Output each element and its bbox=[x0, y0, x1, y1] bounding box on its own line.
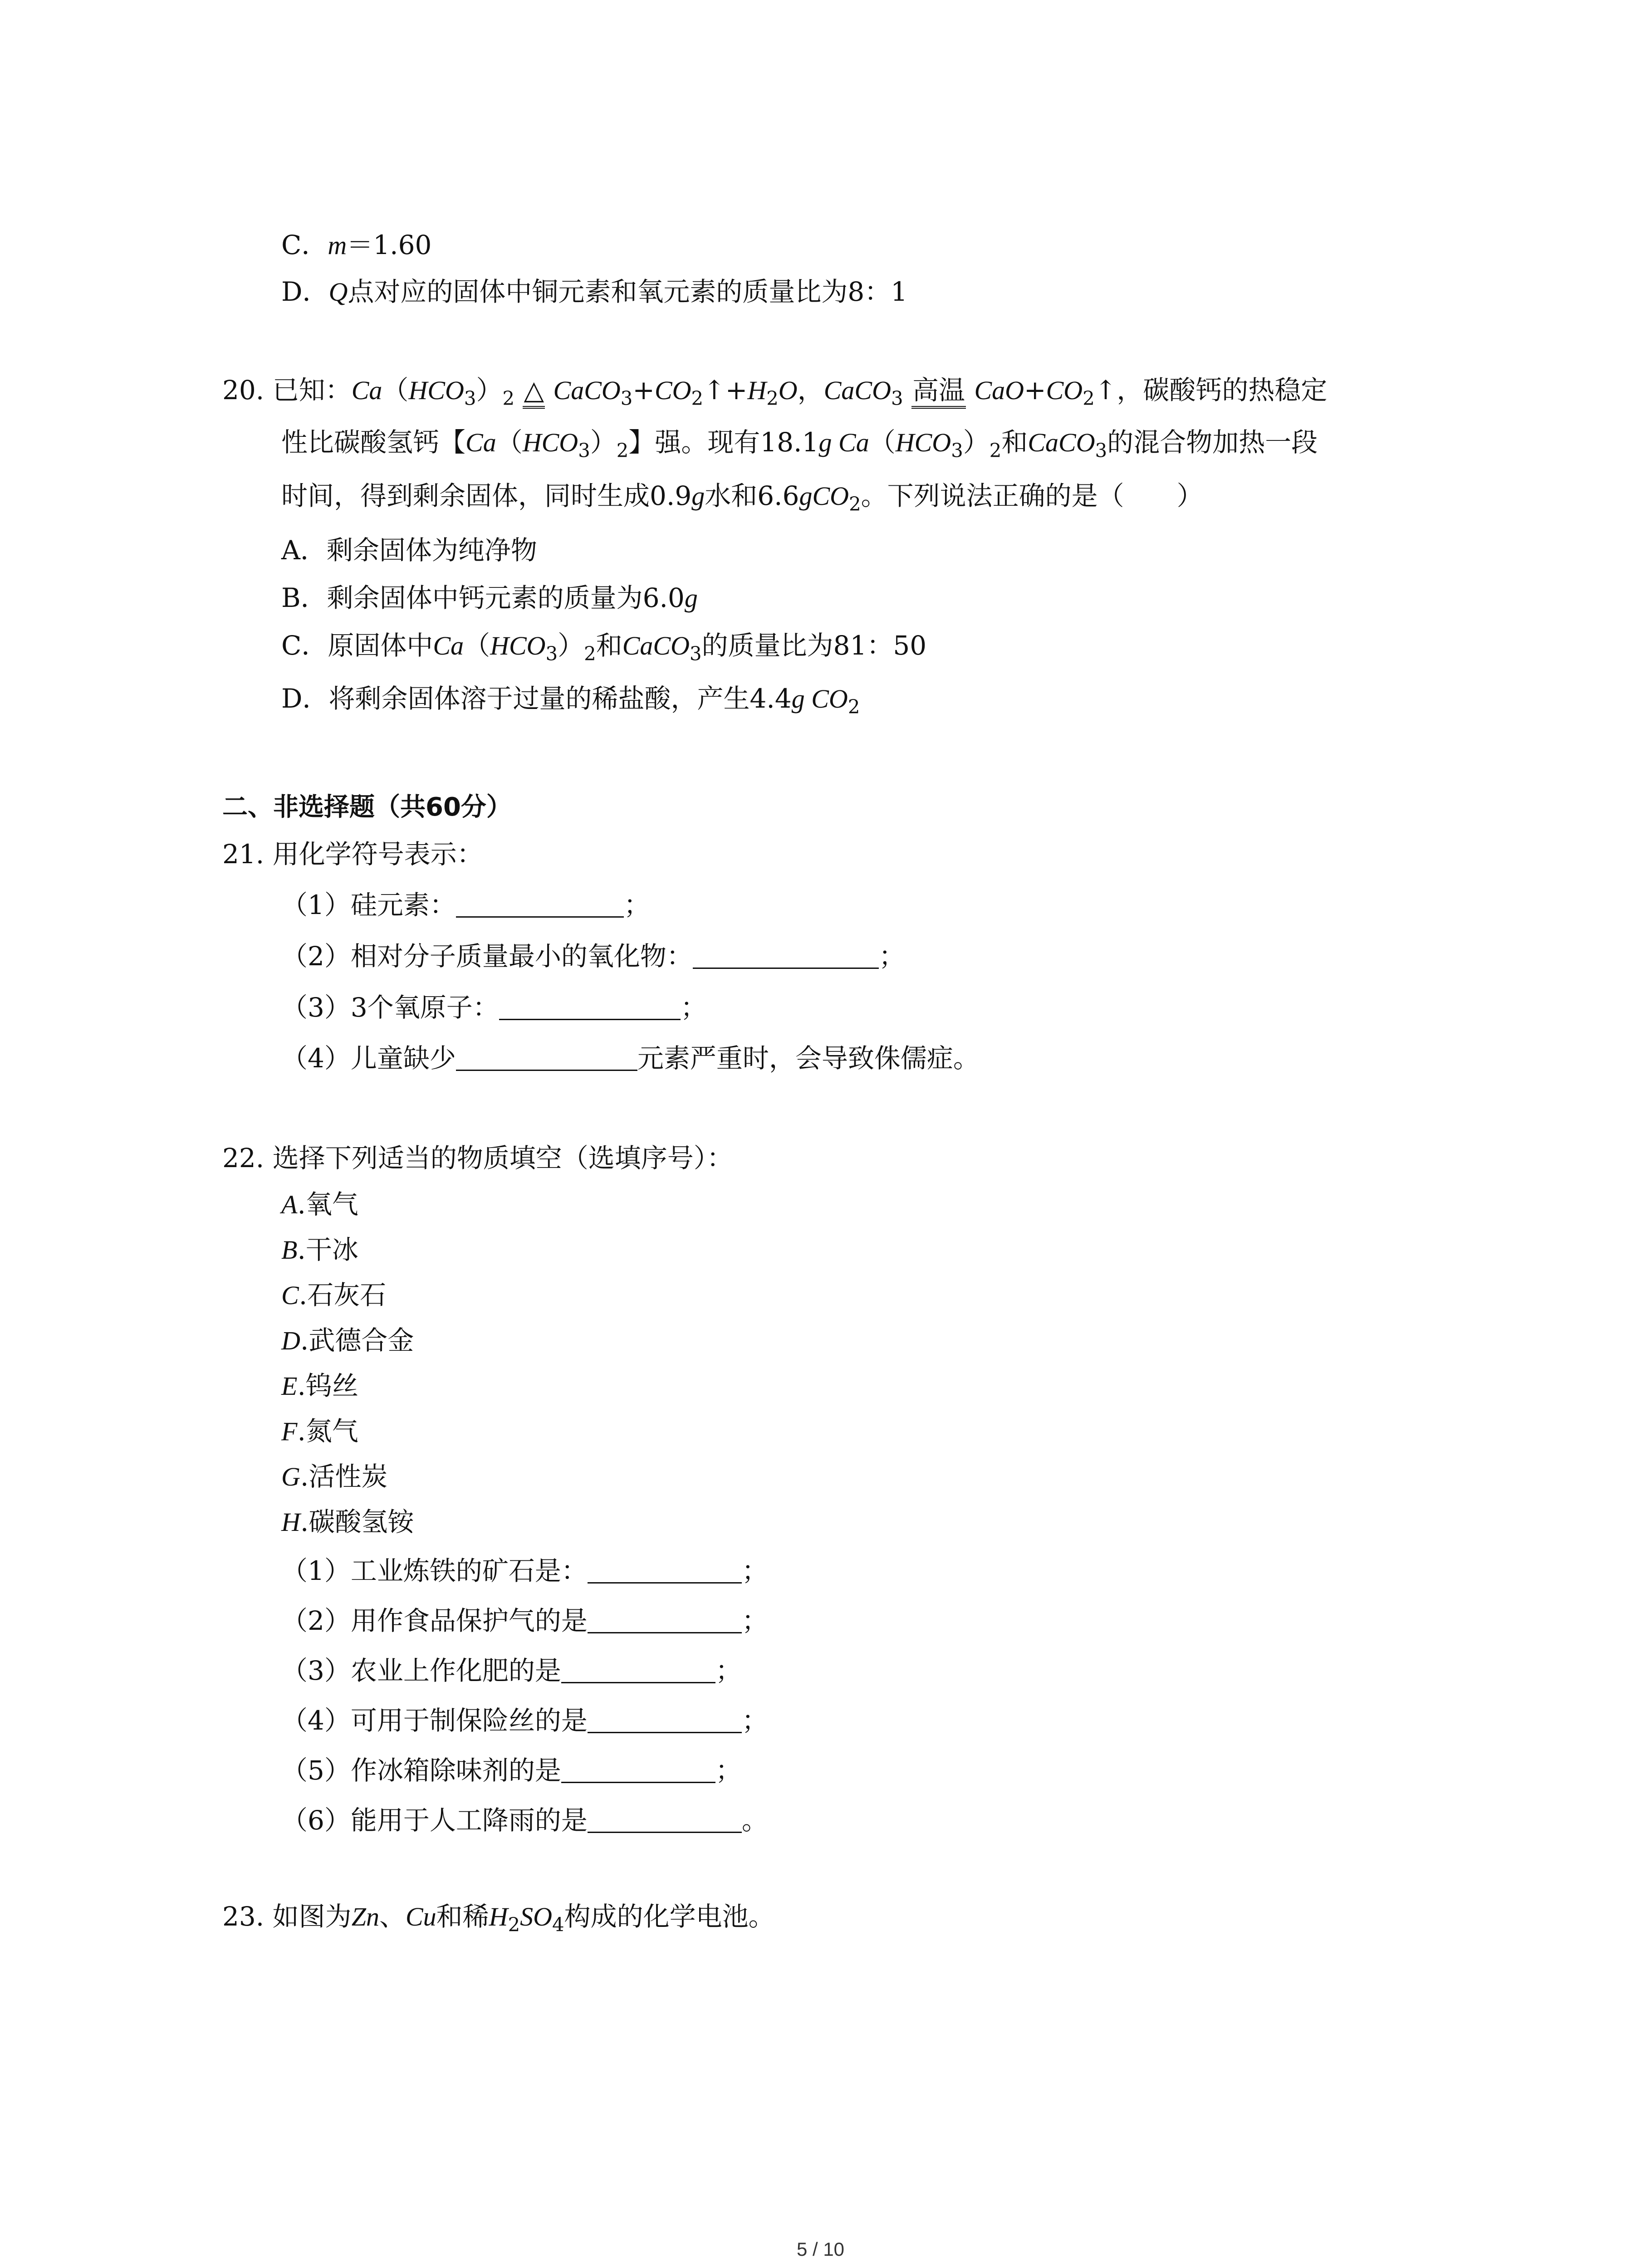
q21-stem: 21. 用化学符号表示： bbox=[222, 839, 483, 870]
q20-stem-line2: 性比碳酸氢钙【$Ca(HCO_3)_2$】强。现有18.1g $Ca(HCO_3)_2$和CaCO$_3$的混合物加热一段 bbox=[281, 427, 1318, 462]
q22-stem: 22. 选择下列适当的物质填空（选填序号）： bbox=[222, 1143, 733, 1173]
q22-choice-g: G.活性炭 bbox=[281, 1461, 388, 1492]
q22-item-1: （1）工业炼铁的矿石是： ； bbox=[281, 1555, 768, 1586]
q22-blank-3[interactable] bbox=[561, 1657, 715, 1683]
q22-choice-a: A.氧气 bbox=[281, 1189, 358, 1220]
q22-blank-4[interactable] bbox=[588, 1706, 742, 1733]
q22-choice-c: C.石灰石 bbox=[281, 1280, 387, 1310]
q21-blank-1[interactable] bbox=[456, 891, 624, 918]
section-title: 二、非选择题（共60分） bbox=[222, 792, 512, 822]
q22-blank-5[interactable] bbox=[561, 1756, 715, 1783]
q23-stem: 23. 如图为Zn、Cu和稀$H_2SO_4$构成的化学电池。 bbox=[222, 1901, 775, 1936]
q22-item-6: （6）能用于人工降雨的是 。 bbox=[281, 1805, 768, 1836]
q20-option-d: D．将剩余固体溶于过量的稀盐酸，产生4.4g $CO_2$ bbox=[281, 683, 860, 718]
q21-blank-2[interactable] bbox=[693, 942, 879, 969]
q22-choice-d: D.武德合金 bbox=[281, 1325, 414, 1356]
page-number: 5 / 10 bbox=[796, 2239, 845, 2260]
q20-option-c: C．原固体中$Ca(HCO_3)_2$和CaCO$_3$的质量比为81：50 bbox=[281, 630, 927, 665]
q21-item-3: （3）3个氧原子： ； bbox=[281, 992, 707, 1023]
q22-blank-1[interactable] bbox=[588, 1557, 742, 1584]
q22-choice-f: F.氮气 bbox=[281, 1416, 358, 1447]
q21-blank-4[interactable] bbox=[456, 1044, 637, 1071]
q22-item-3: （3）农业上作化肥的是 ； bbox=[281, 1655, 742, 1686]
q21-item-4: （4）儿童缺少 元素严重时，会导致侏儒症。 bbox=[281, 1043, 980, 1074]
q22-choice-e: E.钨丝 bbox=[281, 1370, 358, 1401]
option-c-prev: C．m＝1.60 bbox=[281, 230, 432, 260]
q22-item-4: （4）可用于制保险丝的是 ； bbox=[281, 1705, 768, 1736]
q22-choice-h: H.碳酸氢铵 bbox=[281, 1506, 414, 1537]
q20-option-a: A．剩余固体为纯净物 bbox=[281, 535, 537, 566]
q22-blank-2[interactable] bbox=[588, 1607, 742, 1633]
q22-choice-b: B.干冰 bbox=[281, 1234, 358, 1265]
q21-item-2: （2）相对分子质量最小的氧化物： ； bbox=[281, 941, 905, 972]
q22-item-2: （2）用作食品保护气的是 ； bbox=[281, 1605, 768, 1636]
option-d-prev: D．Q点对应的固体中铜元素和氧元素的质量比为8：1 bbox=[281, 276, 908, 307]
q20-stem-line1: 20. 已知：$Ca(HCO_3)_2$ △ $CaCO_3+CO_2↑+H_2O$，CaCO$_3$ 高温 $CaO+CO_2↑$，碳酸钙的热稳定 bbox=[222, 375, 1327, 410]
q22-item-5: （5）作冰箱除味剂的是 ； bbox=[281, 1755, 742, 1786]
q21-blank-3[interactable] bbox=[499, 993, 681, 1020]
q20-stem-line3: 时间，得到剩余固体，同时生成0.9g水和6.6gCO$_2$。下列说法正确的是（ ） bbox=[281, 480, 1203, 515]
q20-option-b: B．剩余固体中钙元素的质量为6.0g bbox=[281, 582, 698, 613]
q21-item-1: （1）硅元素： ； bbox=[281, 890, 650, 920]
q22-blank-6[interactable] bbox=[588, 1806, 742, 1833]
